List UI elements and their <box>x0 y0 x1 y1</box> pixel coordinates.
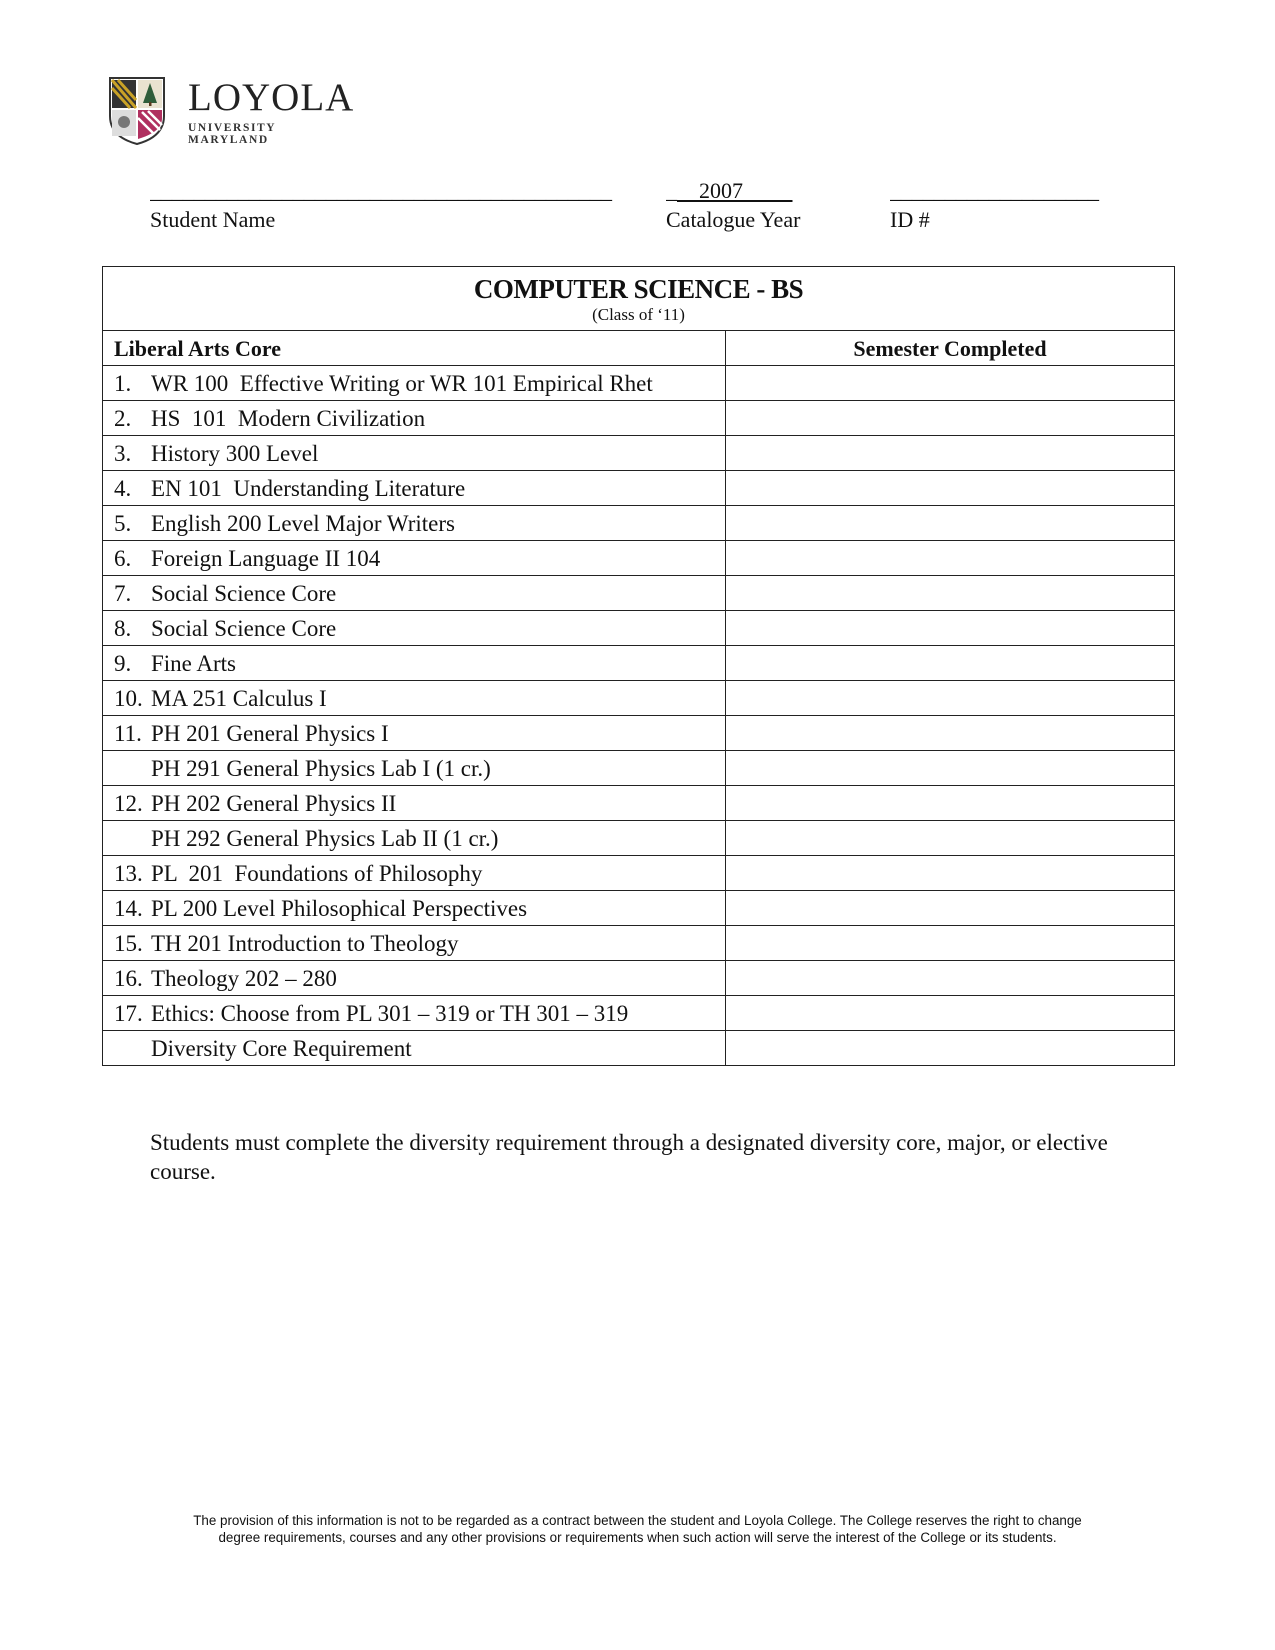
course-name: TH 201 Introduction to Theology <box>151 930 459 956</box>
course-name: EN 101 Understanding Literature <box>151 475 466 501</box>
course-name: Foreign Language II 104 <box>151 545 381 571</box>
course-name: PH 291 General Physics Lab I (1 cr.) <box>151 755 491 781</box>
requirements-form <box>102 266 1175 1066</box>
course-cell <box>103 471 726 506</box>
course-row <box>103 506 1175 541</box>
semester-completed-cell[interactable] <box>726 856 1175 891</box>
student-name-blank: __________________________________________ <box>150 178 612 203</box>
semester-completed-cell[interactable] <box>726 821 1175 856</box>
course-number: 4. <box>114 475 132 501</box>
semester-completed-cell[interactable] <box>726 436 1175 471</box>
logo-name: LOYOLA <box>188 76 355 119</box>
course-cell <box>103 1031 726 1066</box>
course-row <box>103 471 1175 506</box>
course-name: MA 251 Calculus I <box>151 685 327 711</box>
course-number: 3. <box>114 440 132 466</box>
course-name: Social Science Core <box>151 615 337 641</box>
course-row <box>103 926 1175 961</box>
id-field[interactable] <box>890 176 1114 234</box>
semester-completed-cell[interactable] <box>726 646 1175 681</box>
semester-completed-cell[interactable] <box>726 681 1175 716</box>
course-row <box>103 541 1175 576</box>
course-name: PH 201 General Physics I <box>151 720 389 746</box>
semester-completed-cell[interactable] <box>726 996 1175 1031</box>
course-name: Ethics: Choose from PL 301 – 319 or TH 301 – 319 <box>151 1000 629 1026</box>
title-cell <box>103 267 1175 331</box>
semester-completed-cell[interactable] <box>726 401 1175 436</box>
course-name: Diversity Core Requirement <box>151 1035 412 1061</box>
semester-completed-cell[interactable] <box>726 716 1175 751</box>
course-name: Theology 202 – 280 <box>151 965 337 991</box>
course-cell <box>103 611 726 646</box>
course-row <box>103 751 1175 786</box>
course-name: WR 100 Effective Writing or WR 101 Empirical Rhet <box>151 370 653 396</box>
catalogue-year-label: Catalogue Year <box>666 207 801 232</box>
course-number: 1. <box>114 370 132 396</box>
course-row <box>103 646 1175 681</box>
course-row <box>103 716 1175 751</box>
program-class: (Class of ‘11) <box>592 304 685 324</box>
course-number: 8. <box>114 615 132 641</box>
course-row <box>103 366 1175 401</box>
course-cell <box>103 401 726 436</box>
course-row <box>103 436 1175 471</box>
semester-completed-cell[interactable] <box>726 541 1175 576</box>
course-name: Fine Arts <box>151 650 236 676</box>
course-number: 11. <box>114 720 142 746</box>
semester-completed-cell[interactable] <box>726 751 1175 786</box>
disclaimer-footer <box>0 1512 1275 1546</box>
course-cell <box>103 716 726 751</box>
course-cell <box>103 856 726 891</box>
course-row <box>103 681 1175 716</box>
course-number: 12. <box>114 790 143 816</box>
course-cell <box>103 681 726 716</box>
column-header-core: Liberal Arts Core <box>103 331 726 366</box>
course-name: PL 200 Level Philosophical Perspectives <box>151 895 528 921</box>
course-cell <box>103 541 726 576</box>
course-row <box>103 401 1175 436</box>
course-cell <box>103 436 726 471</box>
course-name: PH 202 General Physics II <box>151 790 397 816</box>
course-cell <box>103 506 726 541</box>
program-title: COMPUTER SCIENCE - BS <box>473 273 804 304</box>
course-row <box>103 576 1175 611</box>
course-number: 15. <box>114 930 143 956</box>
semester-completed-cell[interactable] <box>726 471 1175 506</box>
semester-completed-cell[interactable] <box>726 366 1175 401</box>
course-number: 2. <box>114 405 132 431</box>
course-row <box>103 611 1175 646</box>
logo-subtitle: UNIVERSITY MARYLAND <box>188 122 276 146</box>
course-number: 9. <box>114 650 132 676</box>
course-cell <box>103 646 726 681</box>
semester-completed-cell[interactable] <box>726 1031 1175 1066</box>
column-header-semester: Semester Completed <box>726 331 1175 366</box>
course-cell <box>103 821 726 856</box>
semester-completed-cell[interactable] <box>726 961 1175 996</box>
university-logo <box>108 76 358 152</box>
course-cell <box>103 961 726 996</box>
logo-wordmark <box>188 76 358 146</box>
course-number: 7. <box>114 580 132 606</box>
disclaimer-line-1: The provision of this information is not to be regarded as a contract between the student and Loyola College. The College reserves the right to change <box>193 1513 1082 1528</box>
course-number: 16. <box>114 965 143 991</box>
catalogue-year-blank: _ 2007 <box>666 178 743 203</box>
student-name-field[interactable] <box>150 176 652 234</box>
course-number: 6. <box>114 545 132 571</box>
semester-completed-cell[interactable] <box>726 786 1175 821</box>
course-cell <box>103 366 726 401</box>
course-number: 14. <box>114 895 143 921</box>
course-row <box>103 891 1175 926</box>
course-cell <box>103 996 726 1031</box>
course-cell <box>103 751 726 786</box>
course-name: PH 292 General Physics Lab II (1 cr.) <box>151 825 499 851</box>
semester-completed-cell[interactable] <box>726 611 1175 646</box>
course-name: PL 201 Foundations of Philosophy <box>151 860 483 886</box>
id-label: ID # <box>890 207 930 232</box>
column-header-row <box>103 331 1175 366</box>
course-name: English 200 Level Major Writers <box>151 510 455 536</box>
course-cell <box>103 891 726 926</box>
course-name: History 300 Level <box>151 440 319 466</box>
course-row <box>103 821 1175 856</box>
university-crest-icon <box>108 76 166 146</box>
course-row <box>103 961 1175 996</box>
course-cell <box>103 576 726 611</box>
id-blank: ___________________ <box>890 178 1099 203</box>
diversity-note: Students must complete the diversity requirement through a designated diversity core, major, or elective course. <box>150 1130 1108 1184</box>
semester-completed-cell[interactable] <box>726 891 1175 926</box>
student-name-label: Student Name <box>150 207 276 232</box>
course-name: HS 101 Modern Civilization <box>151 405 426 431</box>
course-cell <box>103 926 726 961</box>
requirements-table <box>102 266 1175 1066</box>
semester-completed-cell[interactable] <box>726 926 1175 961</box>
course-name: Social Science Core <box>151 580 337 606</box>
title-row <box>103 267 1175 331</box>
course-row <box>103 786 1175 821</box>
course-row <box>103 996 1175 1031</box>
catalogue-year-value: 2007 <box>699 178 743 203</box>
course-row <box>103 1031 1175 1066</box>
semester-completed-cell[interactable] <box>726 506 1175 541</box>
course-cell <box>103 786 726 821</box>
course-number: 10. <box>114 685 143 711</box>
course-row <box>103 856 1175 891</box>
course-number: 5. <box>114 510 132 536</box>
course-number: 13. <box>114 860 143 886</box>
catalogue-year-field[interactable] <box>666 176 846 234</box>
semester-completed-cell[interactable] <box>726 576 1175 611</box>
disclaimer-line-2: degree requirements, courses and any other provisions or requirements when such action will serve the interest of the College or its students. <box>218 1530 1057 1545</box>
course-number: 17. <box>114 1000 143 1026</box>
student-info-fields <box>0 176 1275 246</box>
